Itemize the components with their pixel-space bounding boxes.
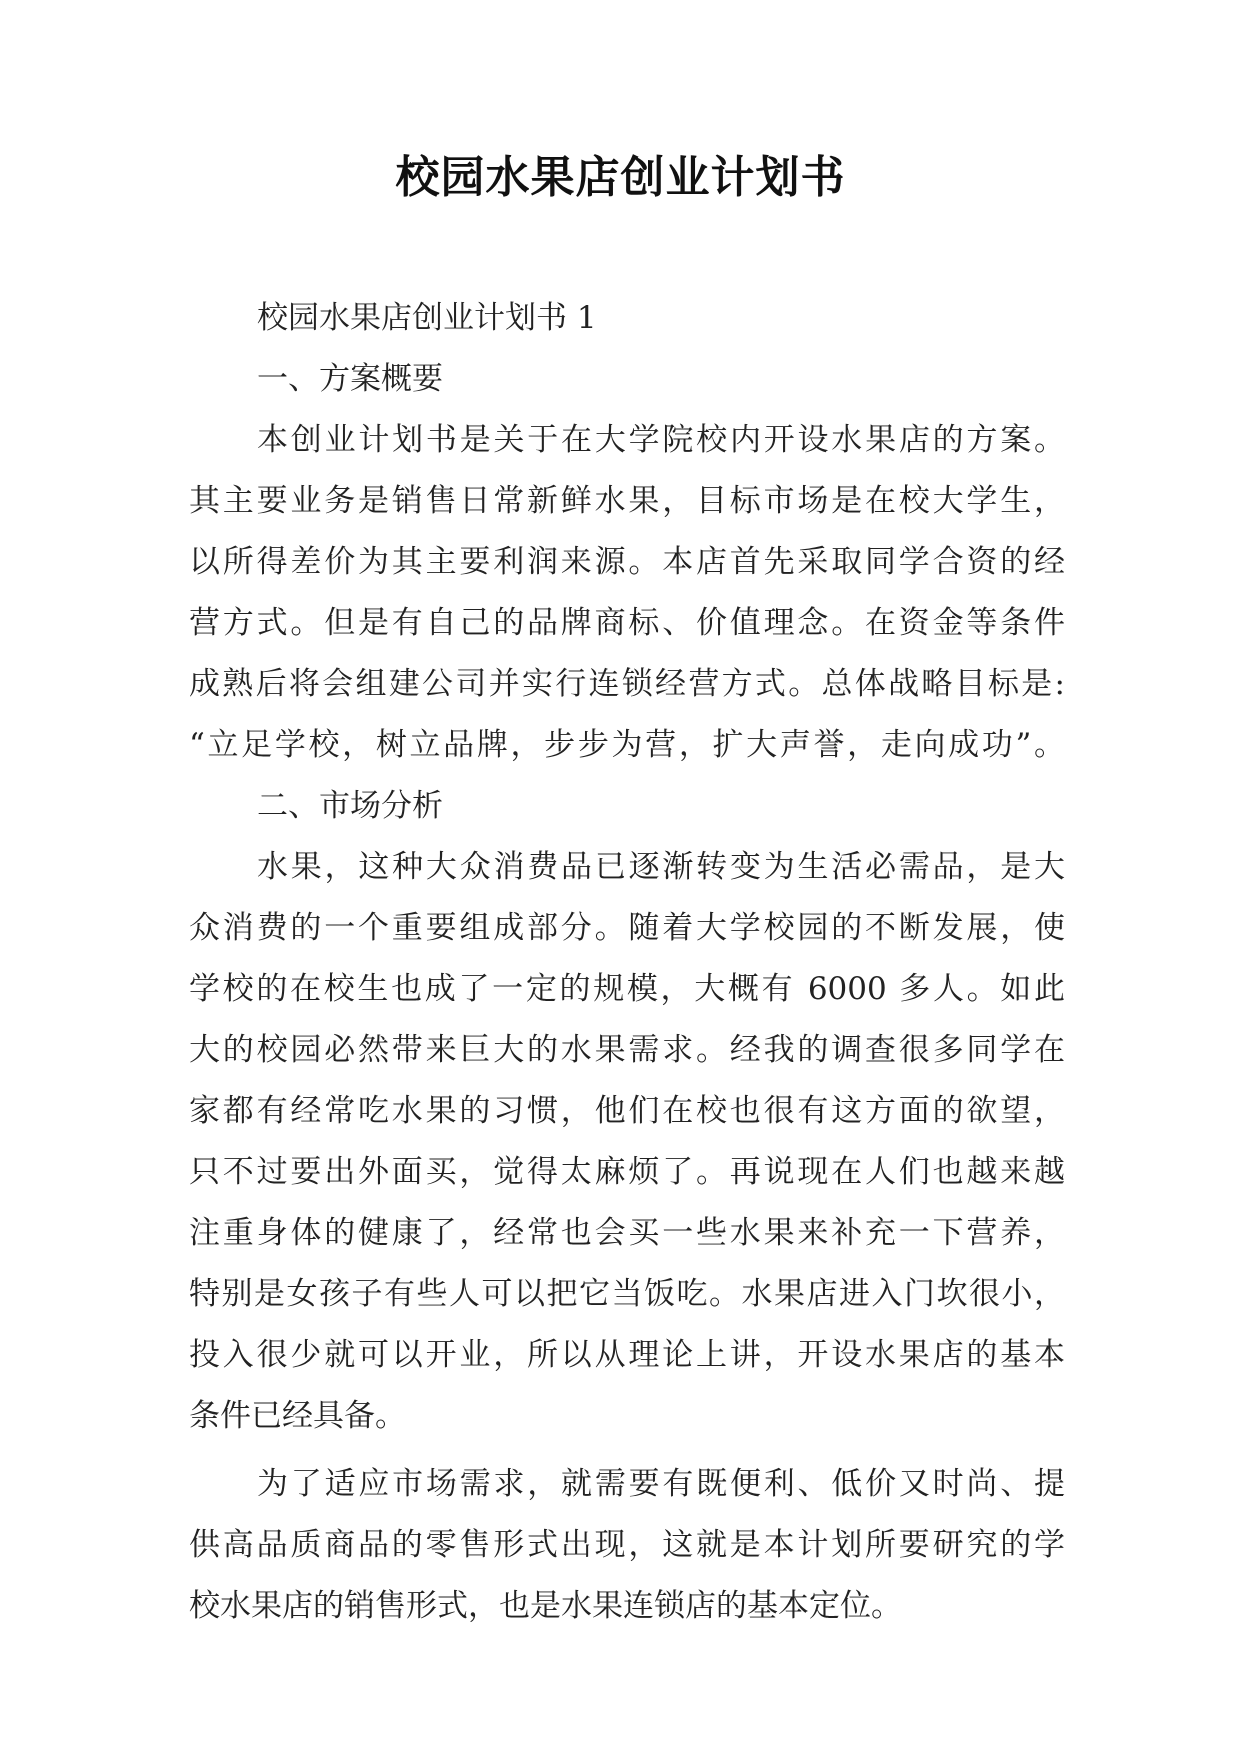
paragraph-line: 学校的在校生也成了一定的规模，大概有 6000 多人。如此 <box>189 971 1065 1007</box>
section-heading-market: 二、市场分析 <box>257 788 443 824</box>
paragraph-line: 只不过要出外面买，觉得太麻烦了。再说现在人们也越来越 <box>189 1154 1065 1190</box>
paragraph-line: 家都有经常吃水果的习惯，他们在校也很有这方面的欲望， <box>189 1093 1065 1129</box>
document-title: 校园水果店创业计划书 <box>395 152 846 203</box>
paragraph-line: 大的校园必然带来巨大的水果需求。经我的调查很多同学在 <box>189 1032 1065 1068</box>
paragraph-line: 投入很少就可以开业，所以从理论上讲，开设水果店的基本 <box>189 1337 1065 1373</box>
paragraph-line: 校水果店的销售形式，也是水果连锁店的基本定位。 <box>189 1588 902 1624</box>
paragraph-line: 本创业计划书是关于在大学院校内开设水果店的方案。 <box>257 422 1065 458</box>
section-heading-plan-1: 校园水果店创业计划书 1 <box>257 300 597 336</box>
document-body <box>189 288 1065 1637</box>
section-heading-overview: 一、方案概要 <box>257 361 443 397</box>
paragraph-line: 成熟后将会组建公司并实行连锁经营方式。总体战略目标是: <box>189 666 1065 702</box>
paragraph-line: “立足学校，树立品牌，步步为营，扩大声誉，走向成功”。 <box>189 727 1065 763</box>
paragraph-line: 水果，这种大众消费品已逐渐转变为生活必需品，是大 <box>257 849 1065 885</box>
paragraph-line: 供高品质商品的零售形式出现，这就是本计划所要研究的学 <box>189 1527 1065 1563</box>
paragraph-line: 众消费的一个重要组成部分。随着大学校园的不断发展，使 <box>189 910 1065 946</box>
paragraph-line: 条件已经具备。 <box>189 1398 406 1434</box>
paragraph-line: 为了适应市场需求，就需要有既便利、低价又时尚、提 <box>257 1466 1065 1502</box>
paragraph-line: 注重身体的健康了，经常也会买一些水果来补充一下营养， <box>189 1215 1065 1251</box>
paragraph-line: 特别是女孩子有些人可以把它当饭吃。水果店进入门坎很小， <box>189 1276 1065 1312</box>
paragraph-line: 营方式。但是有自己的品牌商标、价值理念。在资金等条件 <box>189 605 1065 641</box>
paragraph-line: 其主要业务是销售日常新鲜水果，目标市场是在校大学生， <box>189 483 1065 519</box>
paragraph-line: 以所得差价为其主要利润来源。本店首先采取同学合资的经 <box>189 544 1065 580</box>
